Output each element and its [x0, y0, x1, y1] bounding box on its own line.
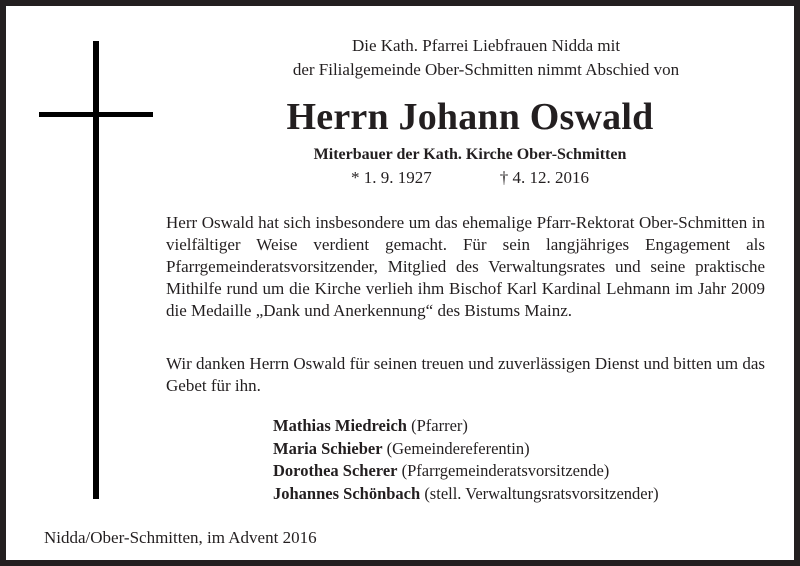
life-dates	[206, 167, 734, 189]
birth-date: * 1. 9. 1927	[351, 168, 432, 187]
death-date: † 4. 12. 2016	[499, 168, 589, 187]
signer-role: (stell. Verwaltungsratsvorsitzender)	[424, 483, 659, 503]
thanks-paragraph: Wir danken Herrn Oswald für seinen treuen und zuverlässigen Dienst und bitten um das Gebet für ihn.	[166, 354, 765, 395]
signer	[273, 483, 753, 506]
signer-name: Mathias Miedreich	[273, 416, 407, 435]
intro-line-2: der Filialgemeinde Ober-Schmitten nimmt Abschied von	[292, 60, 680, 79]
intro-text	[246, 34, 726, 82]
signer	[273, 438, 753, 461]
intro-line-1: Die Kath. Pfarrei Liebfrauen Nidda mit	[351, 36, 621, 55]
signer-role: (Pfarrer)	[411, 416, 468, 435]
cross-icon-horizontal-beam	[39, 112, 153, 117]
place-and-date: Nidda/Ober-Schmitten, im Advent 2016	[44, 528, 317, 547]
signer	[273, 415, 753, 438]
signer-name: Maria Schieber	[273, 438, 383, 458]
signer-role: (Pfarrgemeinderatsvorsitzende)	[401, 461, 610, 480]
cross-icon-vertical-beam	[93, 41, 99, 499]
deceased-role: Miterbauer der Kath. Kirche Ober-Schmitten	[313, 146, 627, 163]
signer-name: Johannes Schönbach	[273, 483, 421, 503]
signer-name: Dorothea Scherer	[273, 461, 398, 480]
signers-list	[273, 415, 753, 505]
tribute-paragraph: Herr Oswald hat sich insbesondere um das ehemalige Pfarr-Rektorat Ober-Schmitten in vielfältiger Weise verdient gemacht. Für sein langjähriges Engagement als Pfarrgemeinderatsvorsitzender, Mitglied des Verwaltungsrates und seine praktische Mithilfe rund um die Kirche verlieh ihm Bischof Karl Kardinal Lehmann im Jahr 2009 die Medaille „Dank und Anerkennung“ des Bistums Mainz.	[166, 213, 765, 320]
signer-role: (Gemeindereferentin)	[386, 438, 530, 458]
signer	[273, 460, 753, 483]
deceased-name: Herrn Johann Oswald	[286, 96, 654, 138]
